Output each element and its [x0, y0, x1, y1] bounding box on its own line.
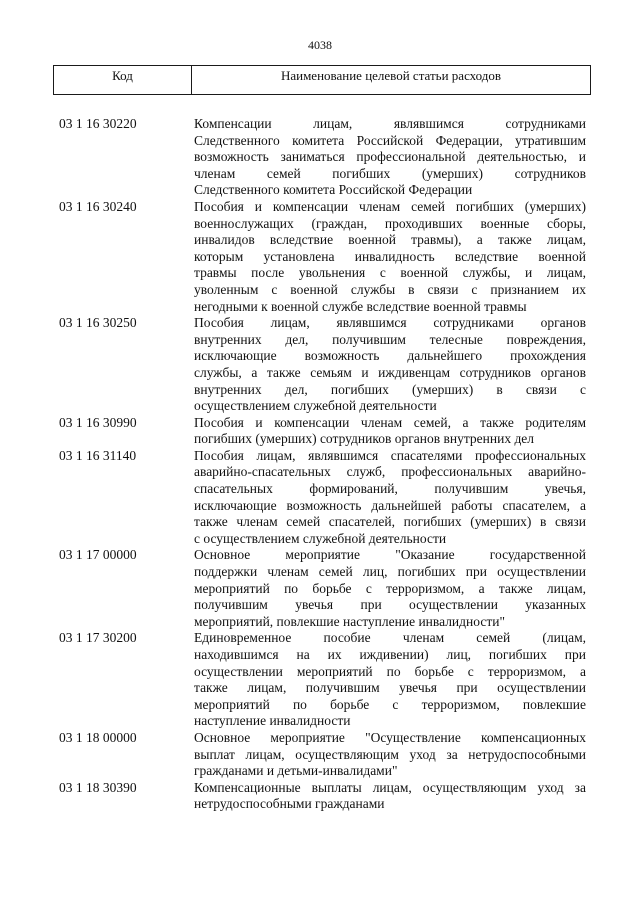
- description-line: гражданами и детьми-инвалидами": [194, 763, 398, 779]
- row-code: 03 1 18 00000: [59, 729, 137, 745]
- row-description: [194, 315, 586, 415]
- description-line: мероприятий по борьбе с терроризмом, повлекшие: [194, 696, 586, 712]
- row-code: 03 1 17 00000: [59, 547, 137, 563]
- description-line: Основное мероприятие "Осуществление компенсационных: [194, 729, 586, 745]
- description-line: внутренних дел, получившим телесные повреждения,: [194, 331, 586, 347]
- row-code: 03 1 18 30390: [59, 779, 137, 795]
- row-description: [194, 199, 586, 315]
- description-line: Основное мероприятие "Оказание государственной: [194, 547, 586, 563]
- description-line: исключающие возможность дальнейшей работы спасателем, а: [194, 497, 586, 513]
- description-line: мероприятий, повлекшие наступление инвалидности": [194, 613, 505, 629]
- row-description: [194, 780, 586, 813]
- description-line: получившим увечья при осуществлении указанных: [194, 597, 586, 613]
- description-line: наступление инвалидности: [194, 713, 351, 729]
- description-line: внутренних дел, погибших (умерших) в связи с: [194, 381, 586, 397]
- description-line: погибших (умерших) сотрудников органов внутренних дел: [194, 431, 535, 447]
- row-code: 03 1 16 31140: [59, 447, 137, 463]
- row-code: 03 1 16 30990: [59, 414, 137, 430]
- page-number: 4038: [308, 38, 332, 52]
- table-row: [59, 315, 587, 415]
- description-line: инвалидов вследствие военной травмы), а также лицам,: [194, 232, 586, 248]
- header-code: Код: [54, 66, 192, 94]
- description-line: Следственного комитета Российской Федерации: [194, 182, 473, 198]
- description-line: исключающие возможность дальнейшего прохождения: [194, 348, 586, 364]
- row-description: [194, 448, 586, 548]
- description-line: также лицам, получившим увечья при осуществлении: [194, 680, 586, 696]
- description-line: службы, а также семьям и иждивенцам сотрудников органов: [194, 364, 586, 380]
- table-row: [59, 415, 587, 448]
- description-line: уволенным с военной службы в связи с признанием их: [194, 281, 586, 297]
- row-description: [194, 630, 586, 730]
- description-line: поддержки членам семей лиц, погибших при осуществлении: [194, 564, 586, 580]
- description-line: Компенсации лицам, являвшимся сотрудниками: [194, 116, 586, 131]
- row-description: [194, 730, 586, 780]
- description-line: травмы после увольнения с военной службы, и лицам,: [194, 265, 586, 281]
- description-line: мероприятий по борьбе с терроризмом, а также лицам,: [194, 580, 586, 596]
- row-description: [194, 415, 586, 448]
- description-line: военнослужащих (граждан, проходивших военные сборы,: [194, 215, 586, 231]
- table-row: [59, 547, 587, 630]
- row-code: 03 1 16 30250: [59, 315, 137, 331]
- description-line: выплат лицам, осуществляющим уход за нетрудоспособными: [194, 746, 586, 762]
- description-line: Единовременное пособие членам семей (лицам,: [194, 630, 586, 646]
- description-line: Компенсационные выплаты лицам, осуществляющим уход за: [194, 779, 586, 795]
- row-description: [194, 547, 586, 630]
- description-line: с осуществлением служебной деятельности: [194, 530, 447, 546]
- row-code: 03 1 16 30240: [59, 198, 137, 214]
- header-name: Наименование целевой статьи расходов: [280, 68, 502, 83]
- description-line: также членам семей спасателей, погибших (умерших) в связи: [194, 514, 586, 530]
- description-line: негодными к военной службе вследствие военной травмы: [194, 298, 527, 314]
- row-description: [194, 116, 586, 199]
- description-line: возможность заниматься профессиональной деятельностью, и: [194, 149, 586, 165]
- description-line: находившимся на их иждивении) лиц, погибших при: [194, 647, 586, 662]
- description-line: которым установлена инвалидность вследствие военной: [194, 248, 586, 264]
- description-line: Пособия и компенсации членам семей, а также родителям: [194, 414, 586, 430]
- table-body: [59, 116, 587, 813]
- table-row: [59, 199, 587, 315]
- table-row: [59, 630, 587, 730]
- description-line: спасательных формирований, получившим увечья,: [194, 481, 586, 497]
- description-line: нетрудоспособными гражданами: [194, 796, 385, 812]
- description-line: Пособия лицам, являвшимся сотрудниками органов: [194, 315, 586, 331]
- table-row: [59, 116, 587, 199]
- description-line: членам семей погибших (умерших) сотрудников: [194, 165, 586, 181]
- row-code: 03 1 17 30200: [59, 630, 137, 646]
- description-line: осуществлении мероприятий по борьбе с терроризмом, а: [194, 663, 586, 679]
- row-code: 03 1 16 30220: [59, 116, 137, 131]
- description-line: Пособия лицам, являвшимся спасателями профессиональных: [194, 447, 586, 463]
- description-line: аварийно-спасательных служб, профессиональных аварийно-: [194, 464, 586, 480]
- description-line: Пособия и компенсации членам семей погибших (умерших): [194, 198, 586, 214]
- table-row: [59, 730, 587, 780]
- description-line: осуществлением служебной деятельности: [194, 398, 437, 414]
- table-header: [53, 65, 591, 95]
- table-row: [59, 448, 587, 548]
- table-row: [59, 780, 587, 813]
- description-line: Следственного комитета Российской Федерации, утратившим: [194, 132, 586, 148]
